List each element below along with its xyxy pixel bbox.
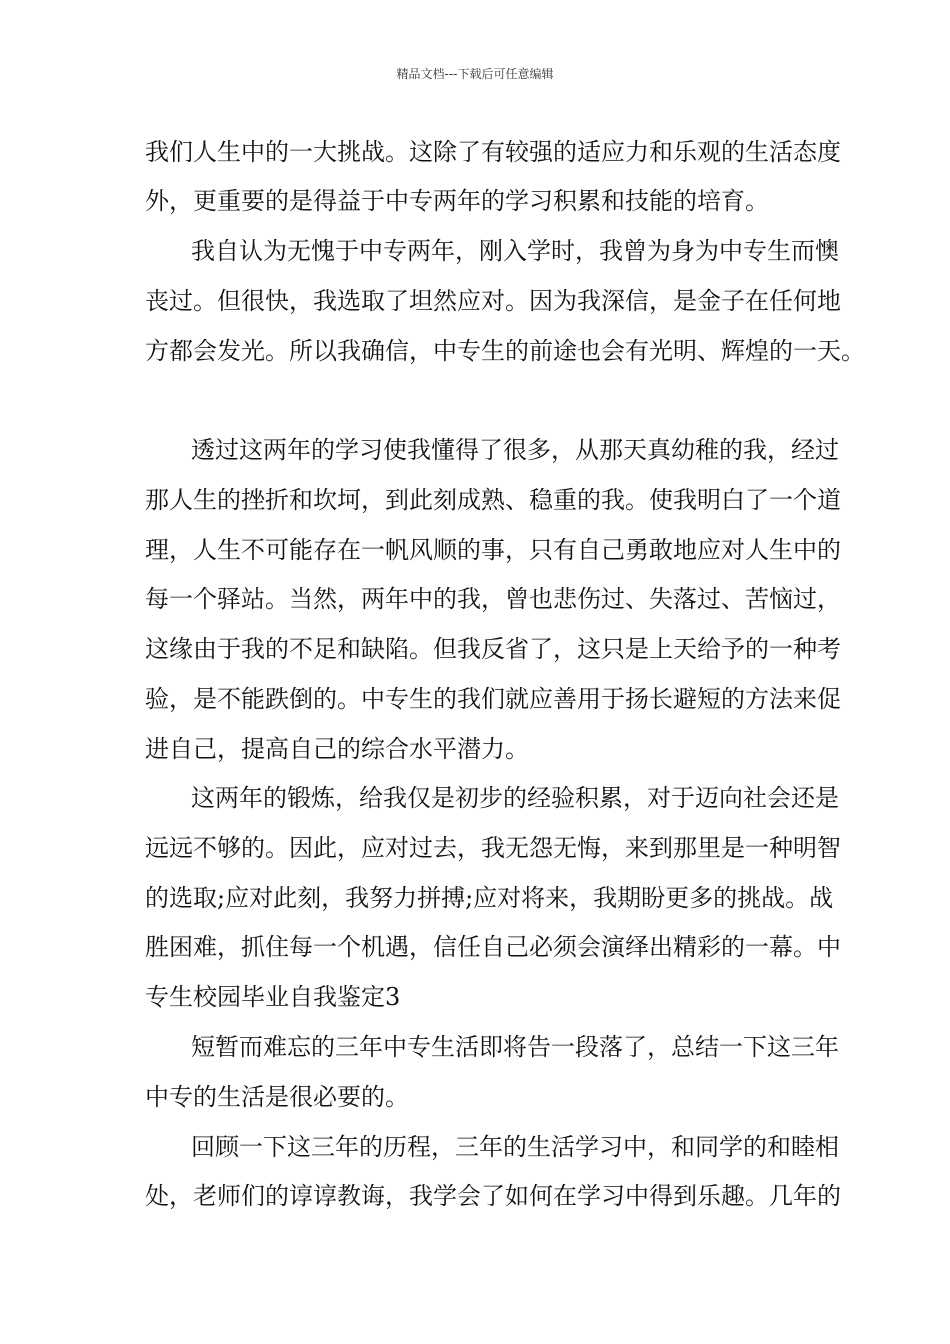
text-line: 那人生的挫折和坎坷，到此刻成熟、稳重的我。使我明白了一个道	[145, 486, 841, 514]
text-line: 短暂而难忘的三年中专生活即将告一段落了，总结一下这三年	[191, 1033, 839, 1061]
text-line: 胜困难，抓住每一个机遇，信任自己必须会演绎出精彩的一幕。中	[145, 933, 841, 961]
text-line: 的选取;应对此刻，我努力拼搏;应对将来，我期盼更多的挑战。战	[145, 884, 834, 912]
text-line: 外，更重要的是得益于中专两年的学习积累和技能的培育。	[145, 187, 769, 215]
text-line: 透过这两年的学习使我懂得了很多，从那天真幼稚的我，经过	[191, 436, 839, 464]
text-line: 理，人生不可能存在一帆风顺的事，只有自己勇敢地应对人生中的	[145, 536, 841, 564]
text-line: 处，老师们的谆谆教诲，我学会了如何在学习中得到乐趣。几年的	[145, 1182, 841, 1210]
text-line: 进自己，提高自己的综合水平潜力。	[145, 735, 529, 763]
text-line: 丧过。但很快，我选取了坦然应对。因为我深信，是金子在任何地	[145, 287, 841, 315]
text-line: 我自认为无愧于中专两年，刚入学时，我曾为身为中专生而懊	[191, 237, 839, 265]
text-line: 方都会发光。所以我确信，中专生的前途也会有光明、辉煌的一天。	[145, 337, 865, 365]
text-line: 回顾一下这三年的历程，三年的生活学习中，和同学的和睦相	[191, 1133, 839, 1161]
text-line: 专生校园毕业自我鉴定3	[145, 983, 401, 1011]
text-line: 每一个驿站。当然，两年中的我，曾也悲伤过、失落过、苦恼过，	[145, 585, 841, 613]
text-line: 验，是不能跌倒的。中专生的我们就应善用于扬长避短的方法来促	[145, 685, 841, 713]
text-line: 我们人生中的一大挑战。这除了有较强的适应力和乐观的生活态度	[145, 138, 841, 166]
text-line: 这缘由于我的不足和缺陷。但我反省了，这只是上天给予的一种考	[145, 635, 841, 663]
text-line: 这两年的锻炼，给我仅是初步的经验积累，对于迈向社会还是	[191, 784, 839, 812]
text-line: 远远不够的。因此，应对过去，我无怨无悔，来到那里是一种明智	[145, 834, 841, 862]
text-line: 中专的生活是很必要的。	[145, 1083, 409, 1111]
page-header: 精品文档---下载后可任意编辑	[396, 67, 554, 81]
